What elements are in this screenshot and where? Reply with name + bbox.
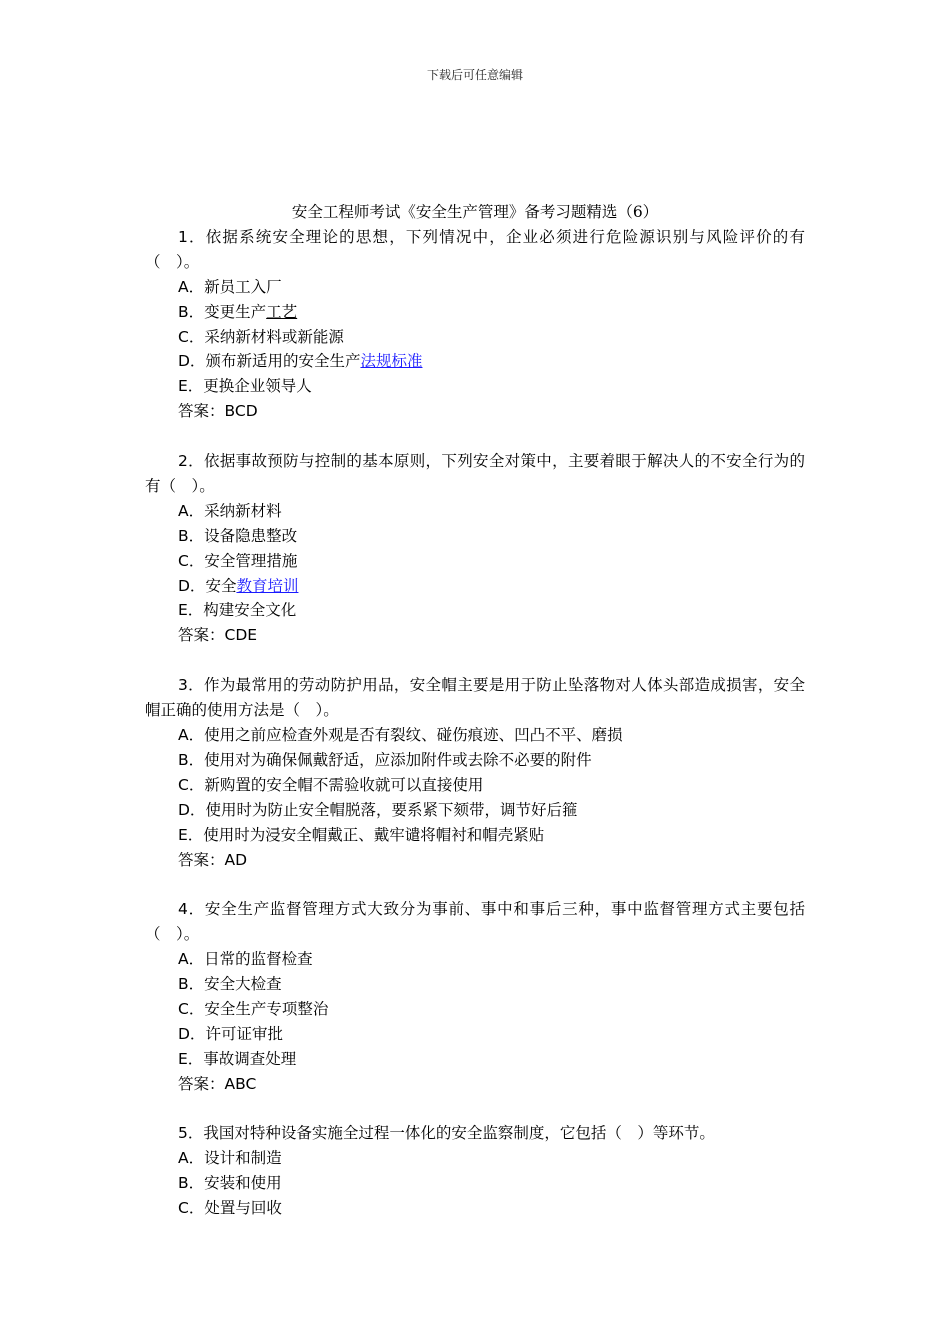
option-text: 变更生产 (204, 302, 267, 321)
option-letter: C． (178, 1199, 205, 1218)
underlined-term: 工艺 (266, 302, 298, 321)
option-text: 安装和使用 (204, 1174, 282, 1193)
option-letter: D． (178, 352, 206, 371)
header-note: 下载后可任意编辑 (426, 68, 523, 82)
question-text: 依据事故预防与控制的基本原则，下列安全对策中，主要着眼于解决人的不安全行为的有（ ）。 (145, 452, 805, 495)
question-stem (145, 673, 805, 723)
option-text: 许可证审批 (205, 1024, 283, 1043)
question-text: 作为最常用的劳动防护用品，安全帽主要是用于防止坠落物对人体头部造成损害，安全帽正确的使用方法是（ ）。 (145, 676, 805, 720)
option-letter: B． (178, 750, 205, 769)
question-text: 依据系统安全理论的思想，下列情况中，企业必须进行危险源识别与风险评价的有（ ）。 (145, 227, 805, 271)
option-letter: D． (178, 1024, 206, 1043)
option-c (145, 549, 805, 574)
question-text: 安全生产监督管理方式大致分为事前、事中和事后三种，事中监督管理方式主要包括（ ）。 (145, 900, 805, 944)
option-letter: B． (178, 302, 205, 321)
option-text: 新员工入厂 (204, 277, 282, 296)
option-text: 设计和制造 (204, 1149, 282, 1168)
option-e (145, 823, 805, 848)
page-title: 安全工程师考试《安全生产管理》备考习题精选（6） (291, 203, 659, 221)
link-education-training[interactable]: 教育培训 (236, 576, 299, 595)
option-letter: C． (178, 551, 205, 570)
document-body (145, 200, 805, 1221)
question-number: 2． (178, 452, 205, 471)
option-text: 安全管理措施 (204, 551, 298, 570)
option-a (145, 1146, 805, 1171)
option-text: 使用之前应检查外观是否有裂纹、碰伤痕迹、凹凸不平、磨损 (204, 726, 623, 744)
option-b (145, 1171, 805, 1196)
option-a (145, 723, 805, 748)
option-b (145, 972, 805, 997)
option-b (145, 524, 805, 549)
option-c (145, 997, 805, 1022)
option-a (145, 499, 805, 524)
question-number: 1． (178, 227, 206, 246)
answer-value: BCD (224, 402, 258, 421)
option-letter: C． (178, 999, 205, 1018)
option-text: 新购置的安全帽不需验收就可以直接使用 (204, 775, 484, 794)
answer-label: 答案： (178, 626, 225, 645)
question-4 (145, 897, 805, 1096)
question-number: 3． (178, 676, 205, 695)
option-text: 事故调查处理 (203, 1049, 297, 1068)
option-e (145, 374, 805, 399)
option-text: 安全 (205, 576, 237, 595)
option-letter: E． (178, 601, 204, 620)
option-text: 更换企业领导人 (203, 377, 312, 396)
answer-value: CDE (224, 626, 258, 645)
answer-line (145, 848, 805, 873)
answer-line (145, 623, 805, 648)
option-b (145, 748, 805, 773)
option-c (145, 1196, 805, 1221)
option-b (145, 300, 805, 325)
question-stem (145, 897, 805, 947)
question-2 (145, 449, 805, 648)
option-e (145, 598, 805, 623)
option-letter: C． (178, 327, 205, 346)
option-letter: D． (178, 800, 206, 819)
option-letter: A． (178, 501, 205, 520)
option-text: 安全生产专项整治 (204, 999, 329, 1018)
option-d (145, 349, 805, 374)
option-c (145, 773, 805, 798)
option-letter: C． (178, 775, 205, 794)
question-stem (145, 1121, 805, 1146)
question-1 (145, 225, 805, 424)
option-text: 处置与回收 (204, 1199, 282, 1218)
option-letter: E． (178, 825, 204, 844)
option-text: 安全大检查 (204, 975, 282, 994)
answer-value: ABC (224, 1074, 257, 1093)
option-letter: A． (178, 726, 205, 744)
option-text: 使用时为浸安全帽戴正、戴牢谴将帽衬和帽壳紧贴 (203, 825, 545, 844)
option-letter: B． (178, 975, 205, 994)
option-letter: E． (178, 1049, 204, 1068)
option-d (145, 574, 805, 599)
option-text: 日常的监督检查 (204, 950, 313, 969)
option-text: 颁布新适用的安全生产 (205, 352, 361, 371)
option-text: 采纳新材料或新能源 (204, 327, 344, 346)
option-d (145, 798, 805, 823)
answer-line (145, 1072, 805, 1097)
option-text: 使用时为防止安全帽脱落，要系紧下颏带，调节好后箍 (205, 800, 578, 819)
option-letter: A． (178, 1149, 205, 1168)
option-e (145, 1047, 805, 1072)
option-text: 构建安全文化 (203, 601, 297, 620)
option-c (145, 325, 805, 350)
option-text: 设备隐患整改 (204, 526, 298, 545)
question-stem (145, 449, 805, 499)
option-d (145, 1022, 805, 1047)
option-letter: A． (178, 277, 205, 296)
answer-label: 答案： (178, 850, 225, 869)
option-letter: B． (178, 526, 205, 545)
question-number: 5． (178, 1124, 204, 1143)
answer-value: AD (224, 850, 248, 869)
question-stem (145, 225, 805, 275)
question-5 (145, 1121, 805, 1221)
question-number: 4． (178, 900, 205, 919)
option-text: 采纳新材料 (204, 501, 282, 520)
option-a (145, 275, 805, 300)
answer-label: 答案： (178, 1074, 225, 1093)
option-text: 使用对为确保佩戴舒适，应添加附件或去除不必要的附件 (204, 750, 592, 769)
option-letter: B． (178, 1174, 205, 1193)
question-text: 我国对特种设备实施全过程一体化的安全监察制度，它包括（ ）等环节。 (203, 1124, 715, 1143)
option-letter: E． (178, 377, 204, 396)
answer-line (145, 399, 805, 424)
option-letter: A． (178, 950, 205, 969)
question-3 (145, 673, 805, 872)
answer-label: 答案： (178, 402, 225, 421)
option-a (145, 947, 805, 972)
option-letter: D． (178, 576, 206, 595)
link-regulations-standards[interactable]: 法规标准 (360, 352, 423, 371)
